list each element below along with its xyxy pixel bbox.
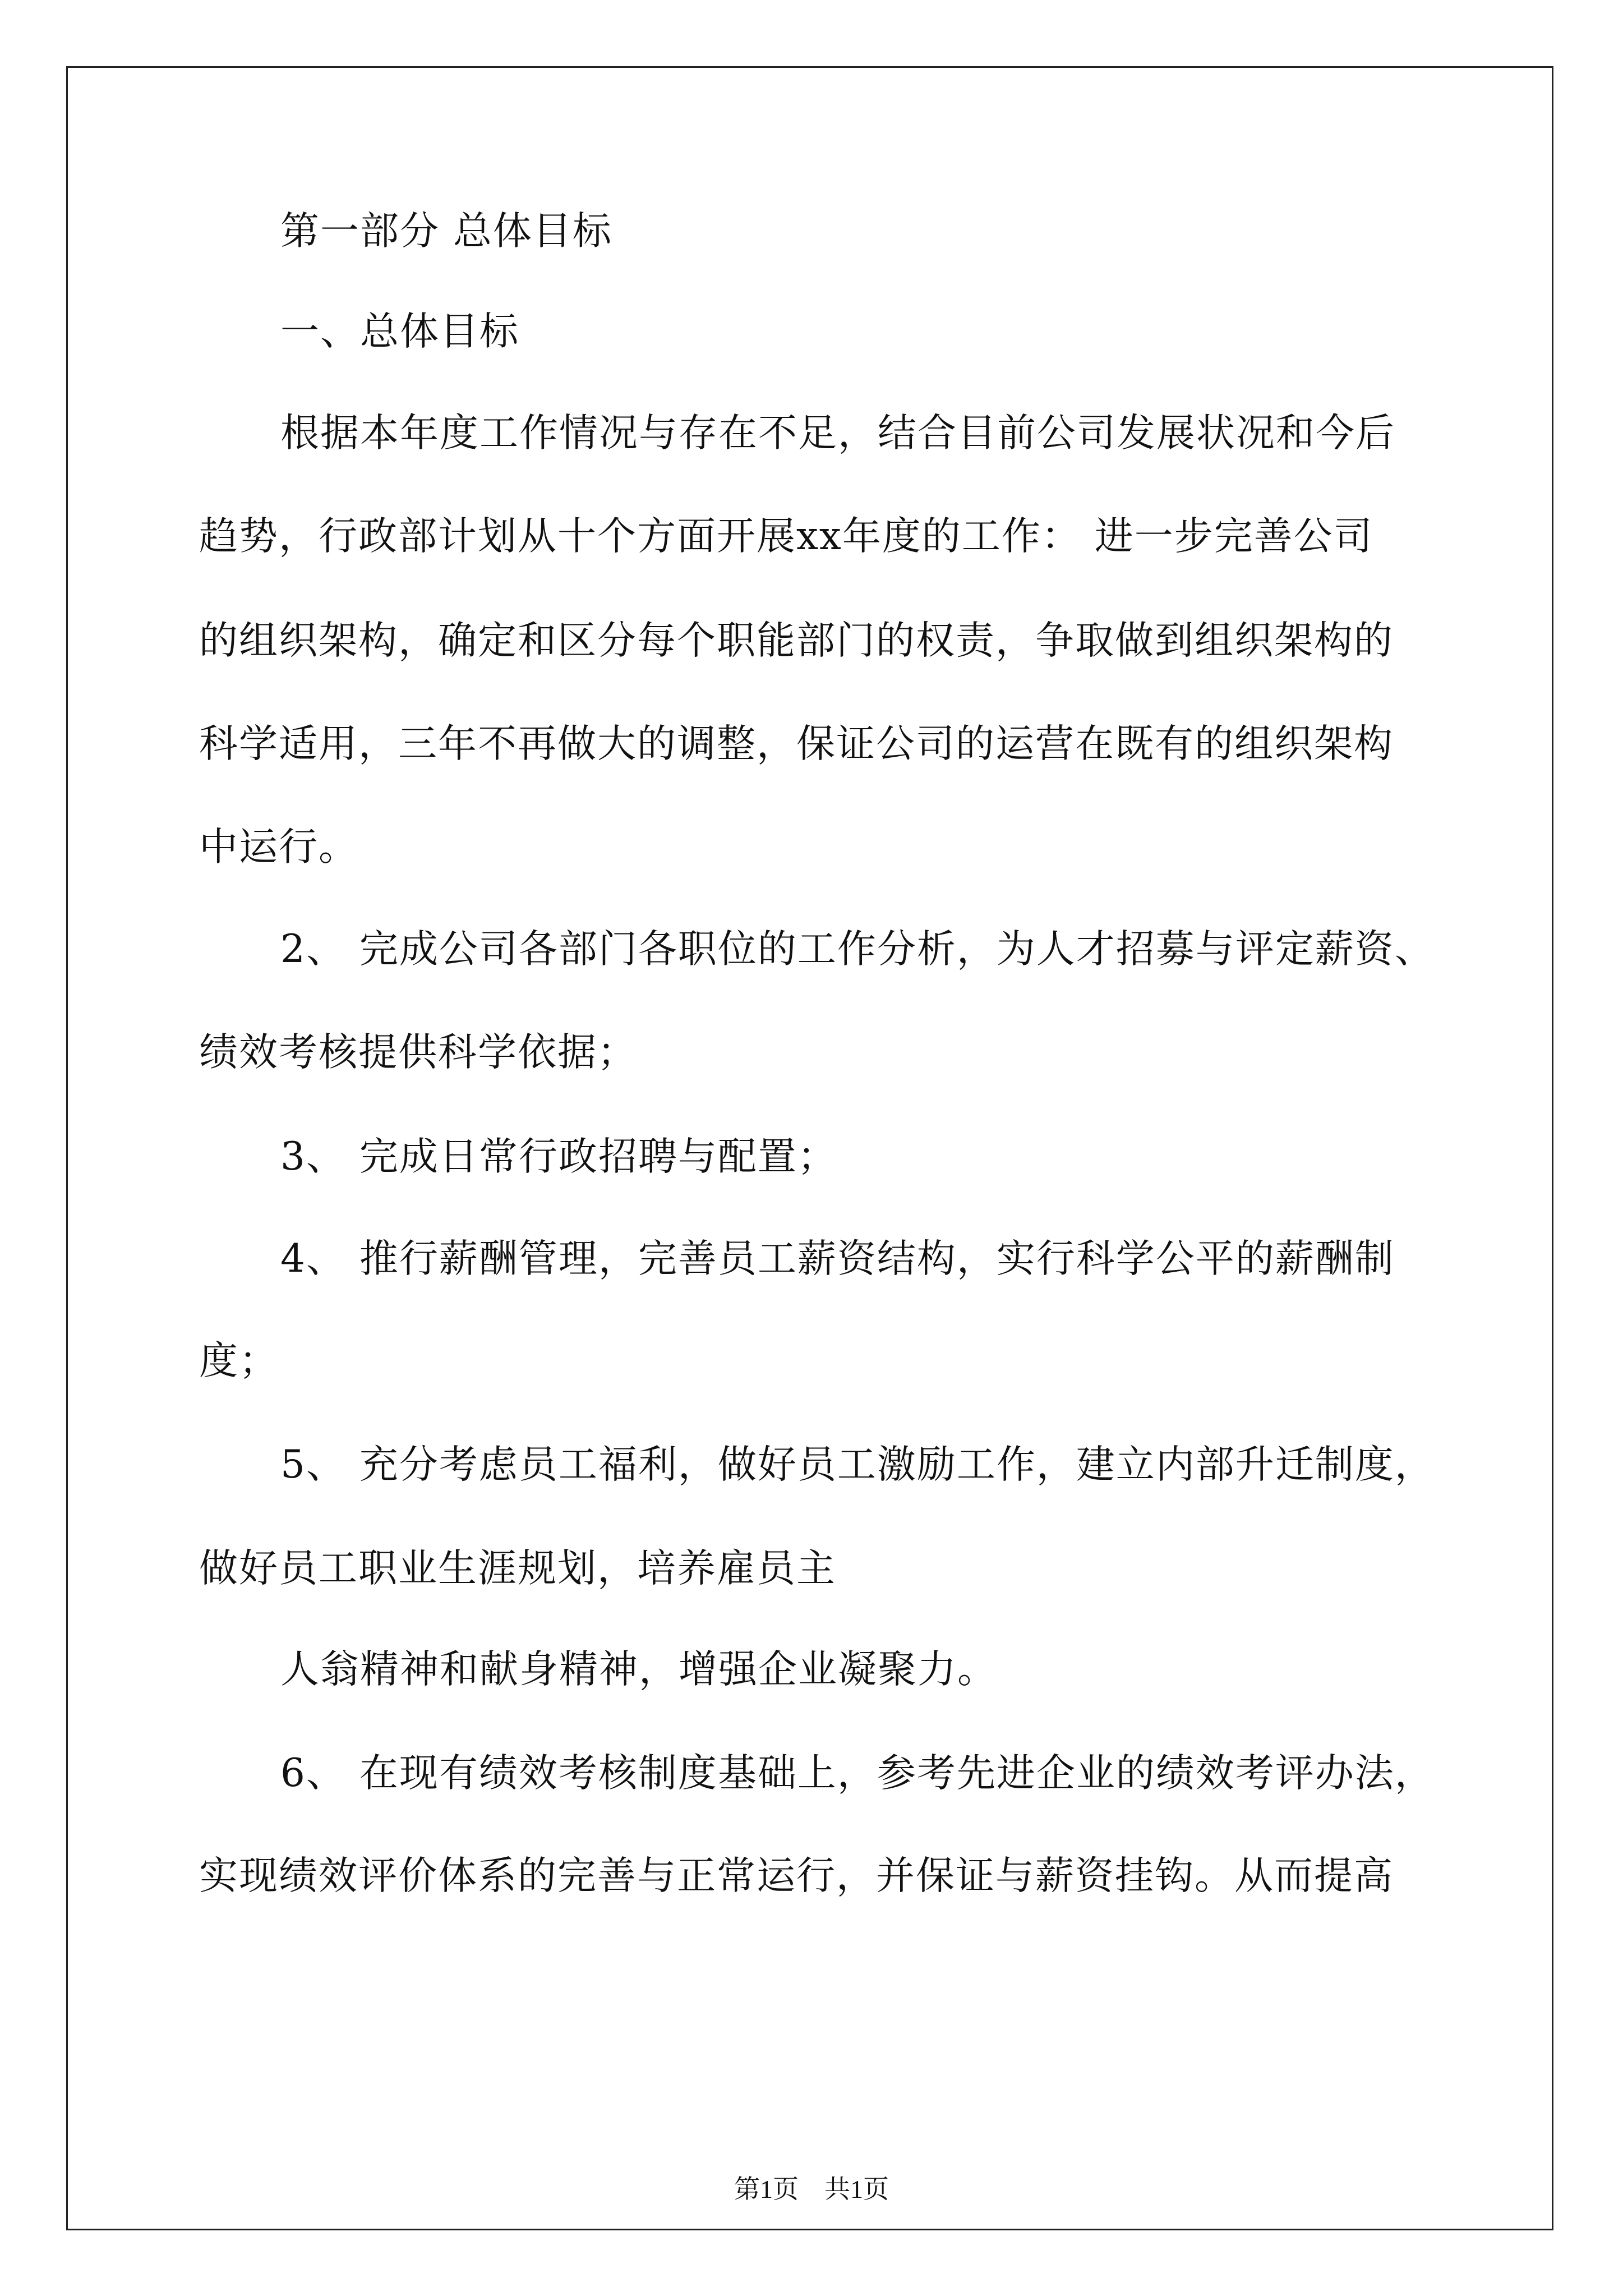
list-item-3: 3、 完成日常行政招聘与配置； [280,1134,837,1179]
list-item-2: 2、 完成公司各部门各职位的工作分析，为人才招募与评定薪资、 [280,927,1435,972]
paragraph-line: 的组织架构，确定和区分每个职能部门的权责，争取做到组织架构的 [199,618,1394,663]
list-item-6: 6、 在现有绩效考核制度基础上，参考先进企业的绩效考评办法， [280,1751,1435,1796]
paragraph-line: 中运行。 [199,825,358,869]
heading-overall-goal: 一、总体目标 [280,309,519,354]
heading-part-one: 第一部分 总体目标 [280,209,612,254]
paragraph-line: 度； [199,1338,279,1383]
list-item-4: 4、 推行薪酬管理，完善员工薪资结构，实行科学公平的薪酬制 [280,1236,1395,1281]
paragraph-line: 趋势，行政部计划从十个方面开展xx年度的工作： 进一步完善公司 [199,514,1373,559]
paragraph-line: 实现绩效评价体系的完善与正常运行，并保证与薪资挂钩。从而提高 [199,1853,1394,1898]
paragraph-line: 人翁精神和献身精神，增强企业凝聚力。 [280,1647,997,1692]
paragraph-line: 做好员工职业生涯规划，培养雇员主 [199,1546,836,1591]
page-footer: 第1页 共1页 [734,2175,889,2203]
paragraph-line: 根据本年度工作情况与存在不足，结合目前公司发展状况和今后 [280,411,1395,455]
paragraph-line: 绩效考核提供科学依据； [199,1030,637,1075]
paragraph-line: 科学适用，三年不再做大的调整，保证公司的运营在既有的组织架构 [199,721,1394,766]
list-item-5: 5、 充分考虑员工福利，做好员工激励工作，建立内部升迁制度， [280,1442,1435,1487]
